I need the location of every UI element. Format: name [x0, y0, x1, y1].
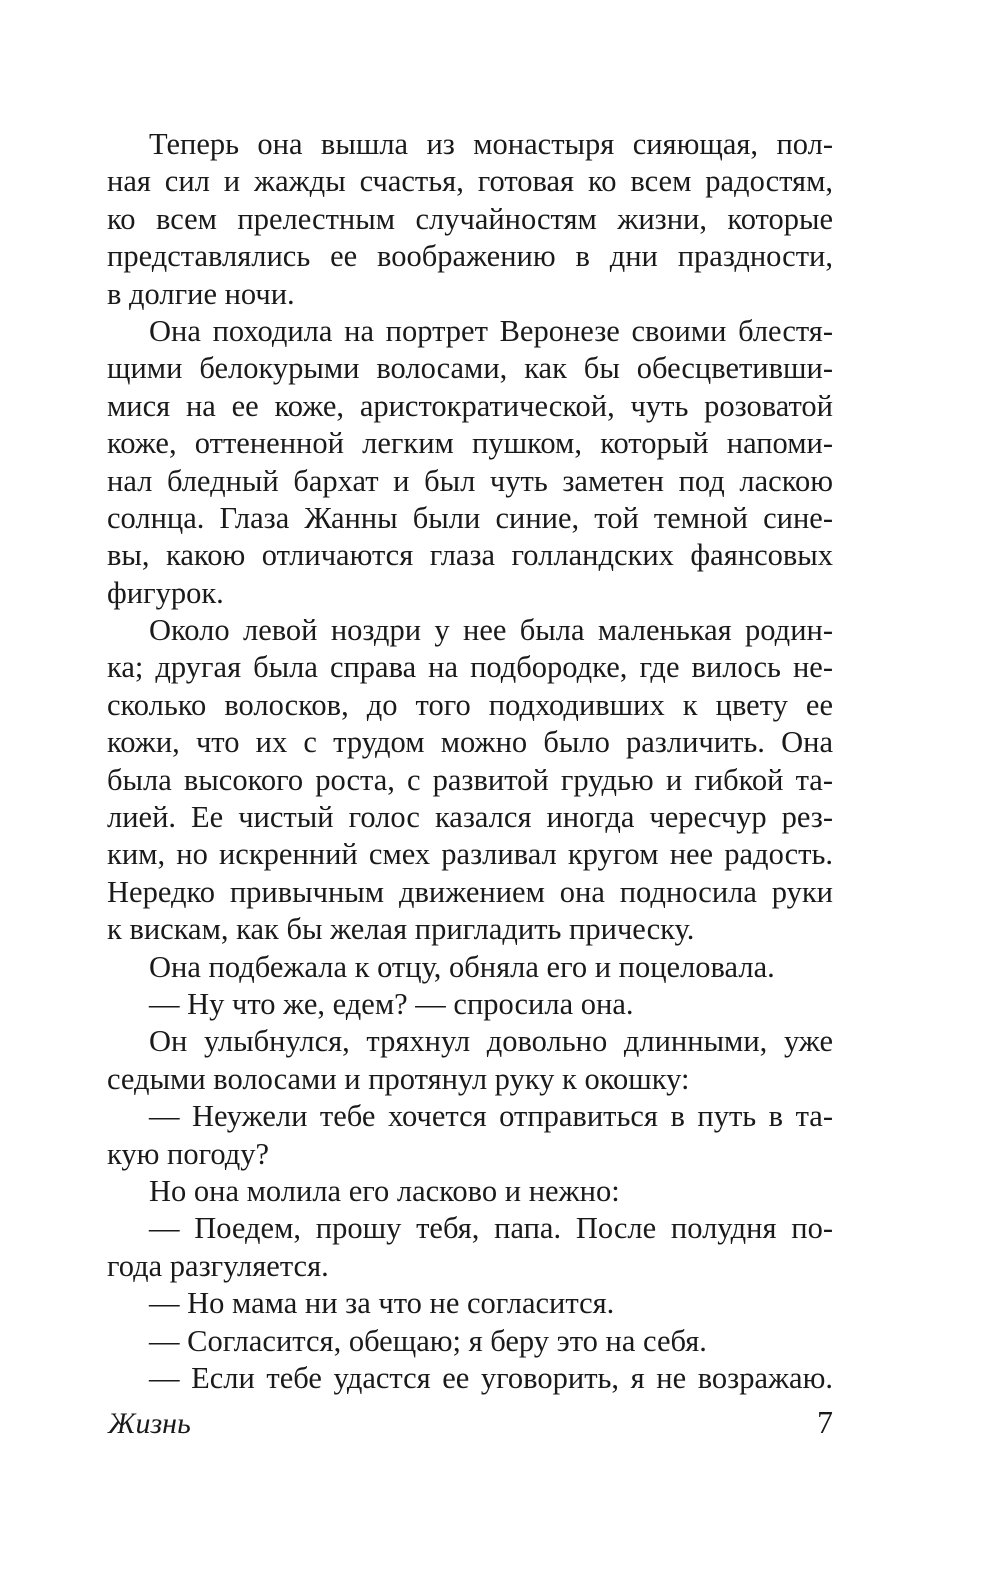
- text-line: — Неужели тебе хочется отправиться в путь в та-: [149, 1099, 833, 1134]
- text-line: Около левой ноздри у нее была маленькая родин-: [149, 613, 833, 648]
- text-line: года разгуляется.: [107, 1248, 329, 1283]
- text-line: — Ну что же, едем? — спросила она.: [149, 986, 634, 1021]
- text-line: ка; другая была справа на подбородке, где вилось не-: [107, 650, 833, 685]
- text-line: щими белокурыми волосами, как бы обесцветивши-: [107, 351, 833, 386]
- text-line: лией. Ее чистый голос казался иногда чересчур рез-: [107, 800, 833, 835]
- text-line: — Но мама ни за что не согласится.: [149, 1286, 615, 1321]
- text-line: Она подбежала к отцу, обняла его и поцеловала.: [149, 949, 775, 984]
- text-line: солнца. Глаза Жанны были синие, той темной сине-: [107, 500, 833, 535]
- page-body-text: [107, 126, 833, 1397]
- text-line: к вискам, как бы желая пригладить прическу.: [107, 912, 695, 947]
- running-footer-title: Жизнь: [108, 1407, 191, 1440]
- text-line: Теперь она вышла из монастыря сияющая, пол-: [149, 127, 833, 161]
- text-line: представлялись ее воображению в дни праздности,: [107, 239, 833, 274]
- text-line: коже, оттененной легким пушком, который напоми-: [107, 426, 833, 461]
- text-line: — Поедем, прошу тебя, папа. После полудня по-: [149, 1211, 833, 1246]
- text-line: — Если тебе удастся ее уговорить, я не возражаю.: [149, 1360, 833, 1395]
- text-line: — Согласится, обещаю; я беру это на себя.: [149, 1323, 707, 1358]
- page-number: 7: [817, 1404, 833, 1440]
- text-line: фигурок.: [107, 575, 224, 610]
- text-line: нал бледный бархат и был чуть заметен под ласкою: [107, 463, 833, 498]
- text-line: ная сил и жажды счастья, готовая ко всем радостям,: [107, 164, 833, 199]
- text-line: сколько волосков, до того подходивших к цвету ее: [107, 687, 833, 722]
- text-line: мися на ее коже, аристократической, чуть розоватой: [107, 388, 833, 423]
- text-line: была высокого роста, с развитой грудью и гибкой та-: [107, 762, 833, 797]
- text-line: Но она молила его ласково и нежно:: [149, 1173, 620, 1208]
- text-line: ким, но искренний смех разливал кругом нее радость.: [107, 837, 833, 872]
- text-line: Нередко привычным движением она подносила руки: [107, 874, 833, 909]
- text-line: ко всем прелестным случайностям жизни, которые: [107, 201, 833, 236]
- text-line: Он улыбнулся, тряхнул довольно длинными, уже: [149, 1024, 833, 1059]
- text-line: вы, какою отличаются глаза голландских фаянсовых: [107, 538, 833, 573]
- text-line: кую погоду?: [107, 1136, 270, 1171]
- text-line: в долгие ночи.: [107, 276, 295, 311]
- text-line: кожи, что их с трудом можно было различить. Она: [107, 725, 833, 760]
- text-line: Она походила на портрет Веронезе своими блестя-: [149, 313, 833, 348]
- text-line: седыми волосами и протянул руку к окошку:: [107, 1061, 690, 1096]
